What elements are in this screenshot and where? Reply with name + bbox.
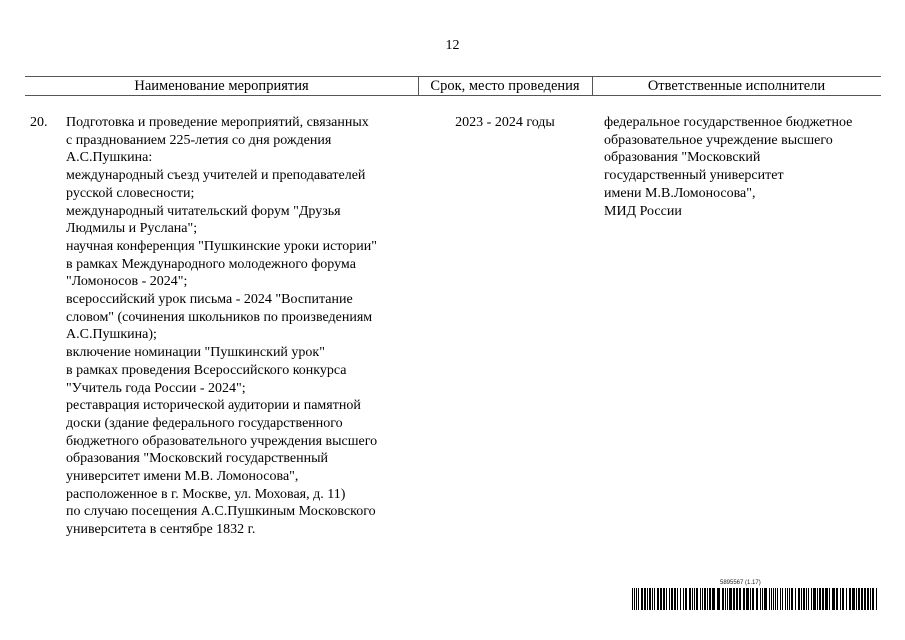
- barcode-bar: [671, 588, 673, 610]
- barcode-bar: [782, 588, 783, 610]
- barcode-bar: [683, 588, 684, 610]
- barcode-bar: [791, 588, 793, 610]
- barcode-bar: [795, 588, 796, 610]
- event-name-line: международный читательский форум "Друзья: [66, 203, 341, 219]
- barcode-bar: [677, 588, 678, 610]
- barcode-bar: [811, 588, 812, 610]
- executor-line: федеральное государственное бюджетное: [604, 115, 853, 130]
- barcode-bar: [852, 588, 855, 610]
- barcode-bar: [727, 588, 728, 610]
- barcode-bar: [846, 588, 847, 610]
- barcode-bar: [771, 588, 772, 610]
- barcode-bar: [849, 588, 851, 610]
- header-name: Наименование мероприятия: [134, 78, 309, 94]
- barcode-bar: [801, 588, 802, 610]
- event-name-line: включение номинации "Пушкинский урок": [66, 345, 325, 361]
- event-name-line: доски (здание федерального государственного: [66, 415, 343, 431]
- term-text: 2023 - 2024 годы: [455, 115, 555, 130]
- barcode-bar: [717, 588, 720, 610]
- barcode-bar: [867, 588, 869, 610]
- barcode-bar: [803, 588, 805, 610]
- event-name-line: бюджетного образовательного учреждения высшего: [66, 433, 378, 449]
- barcode-bar: [636, 588, 637, 610]
- event-name-line: Подготовка и проведение мероприятий, связанных: [66, 115, 369, 130]
- barcode-bar: [680, 588, 681, 610]
- barcode-bar: [739, 588, 741, 610]
- event-name-line: "Ломоносов - 2024";: [66, 274, 188, 290]
- barcode-bar: [787, 588, 788, 610]
- event-name-line: с празднованием 225-летия со дня рождения: [66, 132, 332, 148]
- barcode-bar: [660, 588, 662, 610]
- barcode-bar: [870, 588, 871, 610]
- event-name-line: расположенное в г. Москве, ул. Моховая, д. 11): [66, 486, 346, 502]
- event-name-line: Людмилы и Руслана";: [66, 221, 198, 237]
- barcode-bar: [694, 588, 695, 610]
- barcode-bar: [712, 588, 715, 610]
- event-name-cell: [66, 114, 377, 539]
- barcode-bar: [856, 588, 857, 610]
- barcode-caption: 5895567 (1.17): [720, 580, 761, 586]
- barcode-bar: [652, 588, 653, 610]
- barcode-bar: [634, 588, 635, 610]
- barcode-bar: [725, 588, 726, 610]
- event-name-line: по случаю посещения А.С.Пушкиным Московского: [66, 504, 376, 520]
- barcode-bar: [858, 588, 860, 610]
- barcode-bar: [692, 588, 693, 610]
- barcode-bar: [822, 588, 824, 610]
- barcode-bar: [832, 588, 835, 610]
- barcode-bar: [829, 588, 830, 610]
- barcode-bar: [872, 588, 874, 610]
- barcode-bar: [777, 588, 778, 610]
- barcode-bar: [709, 588, 711, 610]
- barcode-bar: [861, 588, 863, 610]
- event-name-line: реставрация исторической аудитории и памятной: [66, 398, 361, 414]
- barcode-bar: [836, 588, 838, 610]
- event-name-line: А.С.Пушкина);: [66, 327, 157, 343]
- event-name-line: международный съезд учителей и преподавателей: [66, 168, 366, 184]
- header-executors: Ответственные исполнители: [647, 78, 826, 94]
- barcode-bar: [773, 588, 774, 610]
- barcode-bar: [657, 588, 659, 610]
- barcode-bar: [746, 588, 749, 610]
- executor-line: имени М.В.Ломоносова",: [604, 185, 756, 201]
- barcode-bar: [775, 588, 776, 610]
- barcode-bar: [722, 588, 724, 610]
- event-name-line: образования "Московский государственный: [66, 451, 329, 467]
- barcode-bar: [644, 588, 646, 610]
- barcode-bar: [756, 588, 758, 610]
- executor-line: МИД России: [604, 203, 682, 219]
- barcode-bar: [689, 588, 691, 610]
- barcode-bar: [806, 588, 807, 610]
- executor-line: образования "Московский: [604, 150, 761, 166]
- row-number: 20.: [30, 115, 48, 130]
- barcode-bar: [764, 588, 767, 610]
- barcode-bar: [700, 588, 701, 610]
- barcode-bar: [798, 588, 800, 610]
- barcode-bar: [696, 588, 698, 610]
- barcode-bar: [666, 588, 667, 610]
- event-name-line: университета в сентябре 1832 г.: [66, 522, 256, 538]
- barcode-bar: [785, 588, 786, 610]
- barcode-bar: [638, 588, 639, 610]
- barcode-bar: [808, 588, 809, 610]
- barcode-bar: [632, 588, 633, 610]
- event-name-line: в рамках проведения Всероссийского конкурса: [66, 362, 347, 378]
- barcode-bar: [743, 588, 745, 610]
- barcode-bar: [729, 588, 732, 610]
- page-number: 12: [445, 38, 460, 53]
- barcode-bar: [825, 588, 828, 610]
- event-name-line: словом" (сочинения школьников по произведениям: [66, 309, 373, 325]
- barcode-bar: [789, 588, 790, 610]
- barcode-bar: [819, 588, 821, 610]
- barcode-bar: [702, 588, 703, 610]
- executors-cell: [604, 114, 852, 220]
- barcode-bar: [733, 588, 735, 610]
- table-header: [25, 76, 881, 96]
- event-name-line: университет имени М.В. Ломоносова",: [66, 469, 299, 485]
- event-name-line: в рамках Международного молодежного форума: [66, 256, 356, 272]
- header-term: Срок, место проведения: [430, 78, 580, 94]
- event-name-line: А.С.Пушкина:: [66, 150, 153, 166]
- event-name-line: "Учитель года России - 2024";: [66, 380, 246, 396]
- barcode-bar: [736, 588, 738, 610]
- barcode-bar: [669, 588, 670, 610]
- barcode-bar: [840, 588, 841, 610]
- barcode-bar: [674, 588, 676, 610]
- executor-line: государственный университет: [604, 168, 784, 184]
- barcode-bar: [654, 588, 655, 610]
- barcode-bar: [649, 588, 651, 610]
- barcode-bar: [760, 588, 761, 610]
- term-cell: [418, 114, 592, 132]
- barcode-bar: [685, 588, 687, 610]
- barcode-bar: [842, 588, 844, 610]
- barcode-bar: [876, 588, 877, 610]
- barcode-bar: [707, 588, 708, 610]
- barcode-bar: [864, 588, 866, 610]
- barcode-bar: [704, 588, 706, 610]
- barcode-bar: [647, 588, 648, 610]
- barcode-bar: [663, 588, 665, 610]
- barcode-bar: [813, 588, 816, 610]
- event-name-line: всероссийский урок письма - 2024 "Воспитание: [66, 292, 353, 308]
- barcode-bar: [769, 588, 770, 610]
- barcode-bar: [780, 588, 781, 610]
- barcode-bar: [817, 588, 818, 610]
- barcode-bar: [750, 588, 751, 610]
- executor-line: образовательное учреждение высшего: [604, 132, 833, 148]
- event-name-line: русской словесности;: [66, 185, 195, 201]
- barcode: [632, 588, 880, 610]
- barcode-bar: [762, 588, 763, 610]
- barcode-bar: [641, 588, 643, 610]
- barcode-bar: [752, 588, 754, 610]
- event-name-line: научная конференция "Пушкинские уроки истории": [66, 238, 377, 254]
